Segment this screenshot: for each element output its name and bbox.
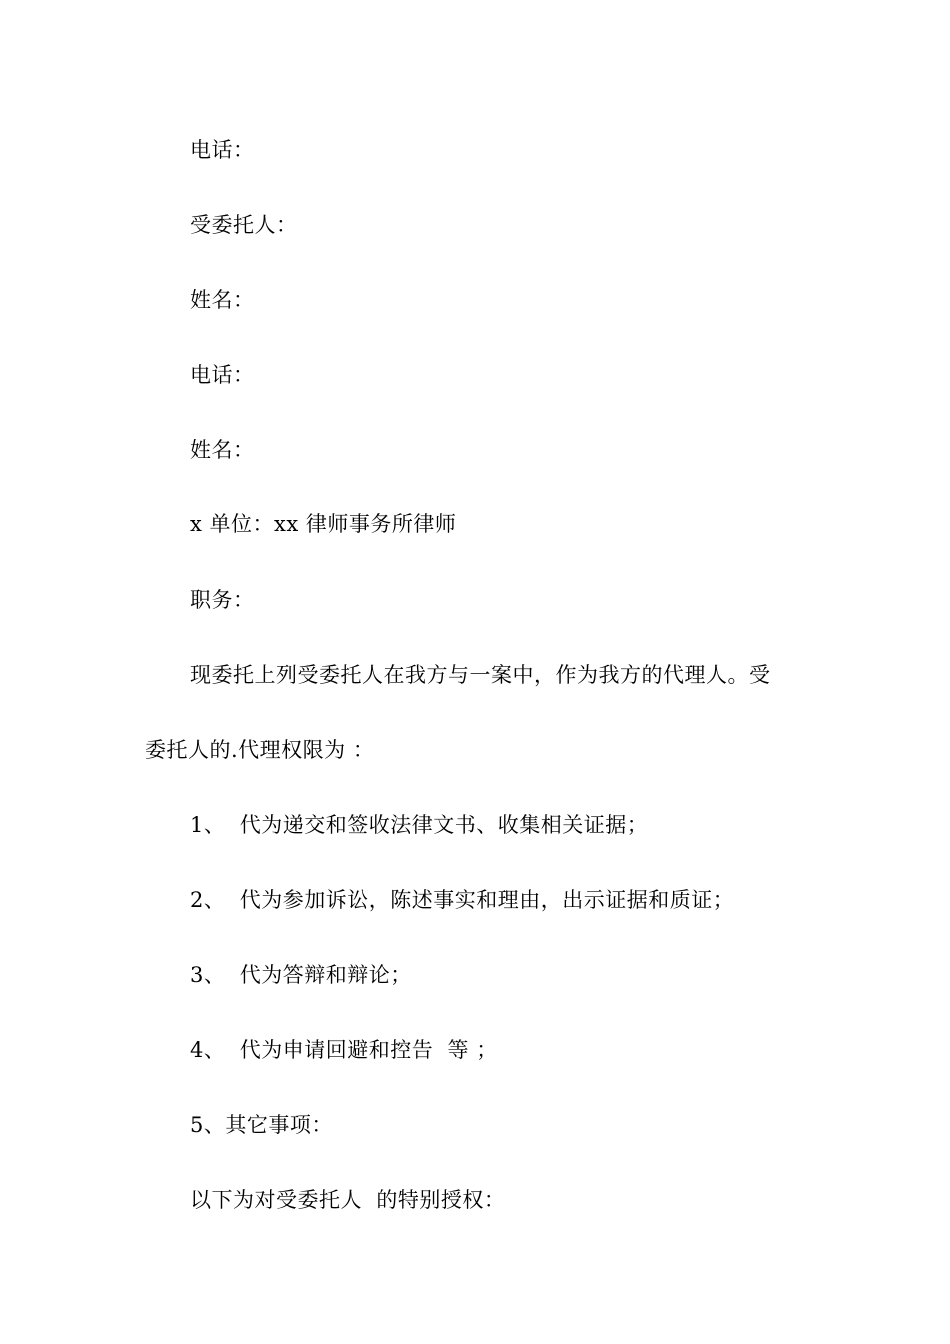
work-unit-line: x 单位：xx 律师事务所律师 [190,512,457,536]
position-label: 职务： [190,588,255,612]
special-authorization-heading: 以下为对受委托人 的特别授权： [190,1188,506,1212]
authority-item-1: 1、 代为递交和签收法律文书、收集相关证据； [190,813,649,837]
entrustment-paragraph-line-1: 现委托上列受委托人在我方与一案中，作为我方的代理人。受 [190,663,771,687]
authority-item-2: 2、 代为参加诉讼，陈述事实和理由，出示证据和质证； [190,888,735,912]
phone-label-2: 电话： [190,363,255,387]
authority-item-5: 5、其它事项： [190,1113,333,1137]
trustee-heading: 受委托人： [190,213,298,237]
name-label-2: 姓名： [190,438,255,462]
authority-item-3: 3、 代为答辩和辩论； [190,963,412,987]
authority-item-4: 4、 代为申请回避和控告 等 ； [190,1038,498,1062]
name-label-1: 姓名： [190,288,255,312]
entrustment-paragraph-line-2: 委托人的.代理权限为 ： [145,738,375,762]
phone-label-1: 电话： [190,138,255,162]
